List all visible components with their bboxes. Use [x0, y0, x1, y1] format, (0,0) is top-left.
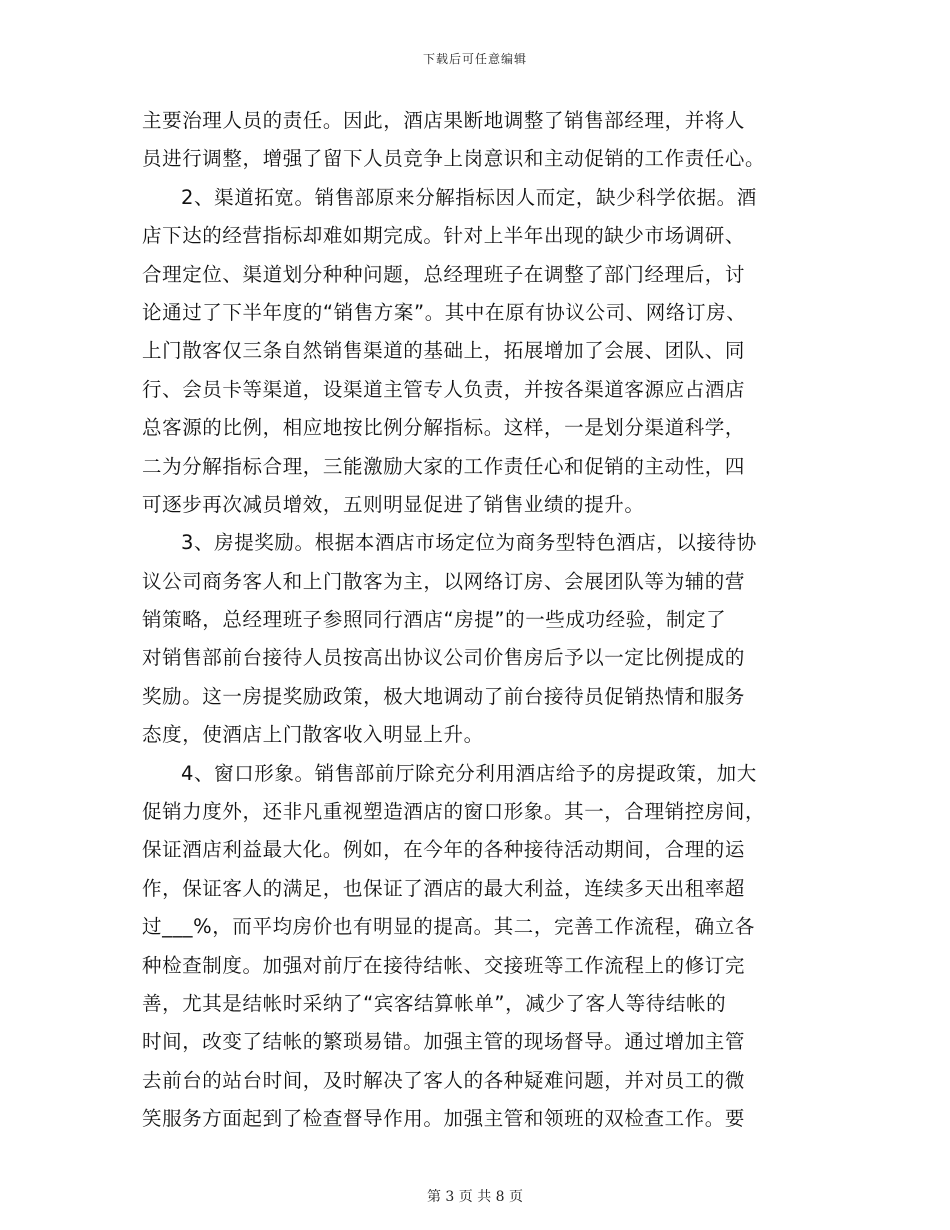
body-line: 可逐步再次减员增效，五则明显促进了销售业绩的提升。 — [142, 492, 645, 516]
body-line: 店下达的经营指标却难如期完成。针对上半年出现的缺少市场调研、 — [142, 224, 746, 248]
body-line: 主要治理人员的责任。因此，酒店果断地调整了销售部经理，并将人 — [142, 109, 746, 132]
body-line: 二为分解指标合理，三能激励大家的工作责任心和促销的主动性，四 — [142, 454, 746, 478]
body-line: 促销力度外，还非凡重视塑造酒店的窗口形象。其一，合理销控房间， — [142, 800, 766, 824]
page-number: 第 3 页 共 8 页 — [426, 1189, 524, 1205]
body-line: 论通过了下半年度的“销售方案”。其中在原有协议公司、网络订房、 — [142, 300, 747, 324]
body-line: 过___%，而平均房价也有明显的提高。其二，完善工作流程，确立各 — [142, 915, 755, 939]
document-body — [142, 102, 797, 1139]
body-line: 议公司商务客人和上门散客为主，以网络订房、会展团队等为辅的营 — [142, 569, 746, 593]
body-line: 保证酒店利益最大化。例如，在今年的各种接待活动期间，合理的运 — [142, 838, 746, 862]
body-line: 上门散客仅三条自然销售渠道的基础上，拓展增加了会展、团队、同 — [142, 339, 746, 363]
body-line: 态度，使酒店上门散客收入明显上升。 — [142, 723, 484, 747]
body-line: 笑服务方面起到了检查督导作用。加强主管和领班的双检查工作。要 — [142, 1107, 746, 1131]
body-line: 去前台的站台时间，及时解决了客人的各种疑难问题，并对员工的微 — [142, 1068, 746, 1092]
body-line: 时间，改变了结帐的繁琐易错。加强主管的现场督导。通过增加主管 — [142, 1030, 746, 1054]
body-line: 总客源的比例，相应地按比例分解指标。这样，一是划分渠道科学， — [142, 416, 746, 440]
body-line: 销策略，总经理班子参照同行酒店“房提”的一些成功经验，制定了 — [142, 608, 727, 632]
body-line: 4、窗口形象。销售部前厅除充分利用酒店给予的房提政策，加大 — [181, 761, 757, 785]
body-line: 善，尤其是结帐时采纳了“宾客结算帐单”，减少了客人等待结帐的 — [142, 991, 727, 1015]
body-line: 员进行调整，增强了留下人员竞争上岗意识和主动促销的工作责任心。 — [142, 147, 766, 171]
body-line: 作，保证客人的满足，也保证了酒店的最大利益，连续多天出租率超 — [142, 876, 746, 900]
body-line: 合理定位、渠道划分种种问题，总经理班子在调整了部门经理后，讨 — [142, 262, 746, 286]
page-header: 下载后可任意编辑 — [422, 52, 527, 66]
body-line: 行、会员卡等渠道，设渠道主管专人负责，并按各渠道客源应占酒店 — [142, 377, 746, 401]
body-line: 种检查制度。加强对前厅在接待结帐、交接班等工作流程上的修订完 — [142, 953, 746, 977]
body-line: 2、渠道拓宽。销售部原来分解指标因人而定，缺少科学依据。酒 — [181, 185, 757, 209]
body-line: 奖励。这一房提奖励政策，极大地调动了前台接待员促销热情和服务 — [142, 684, 746, 708]
body-line: 对销售部前台接待人员按高出协议公司价售房后予以一定比例提成的 — [142, 646, 746, 670]
body-line: 3、房提奖励。根据本酒店市场定位为商务型特色酒店，以接待协 — [181, 531, 757, 555]
